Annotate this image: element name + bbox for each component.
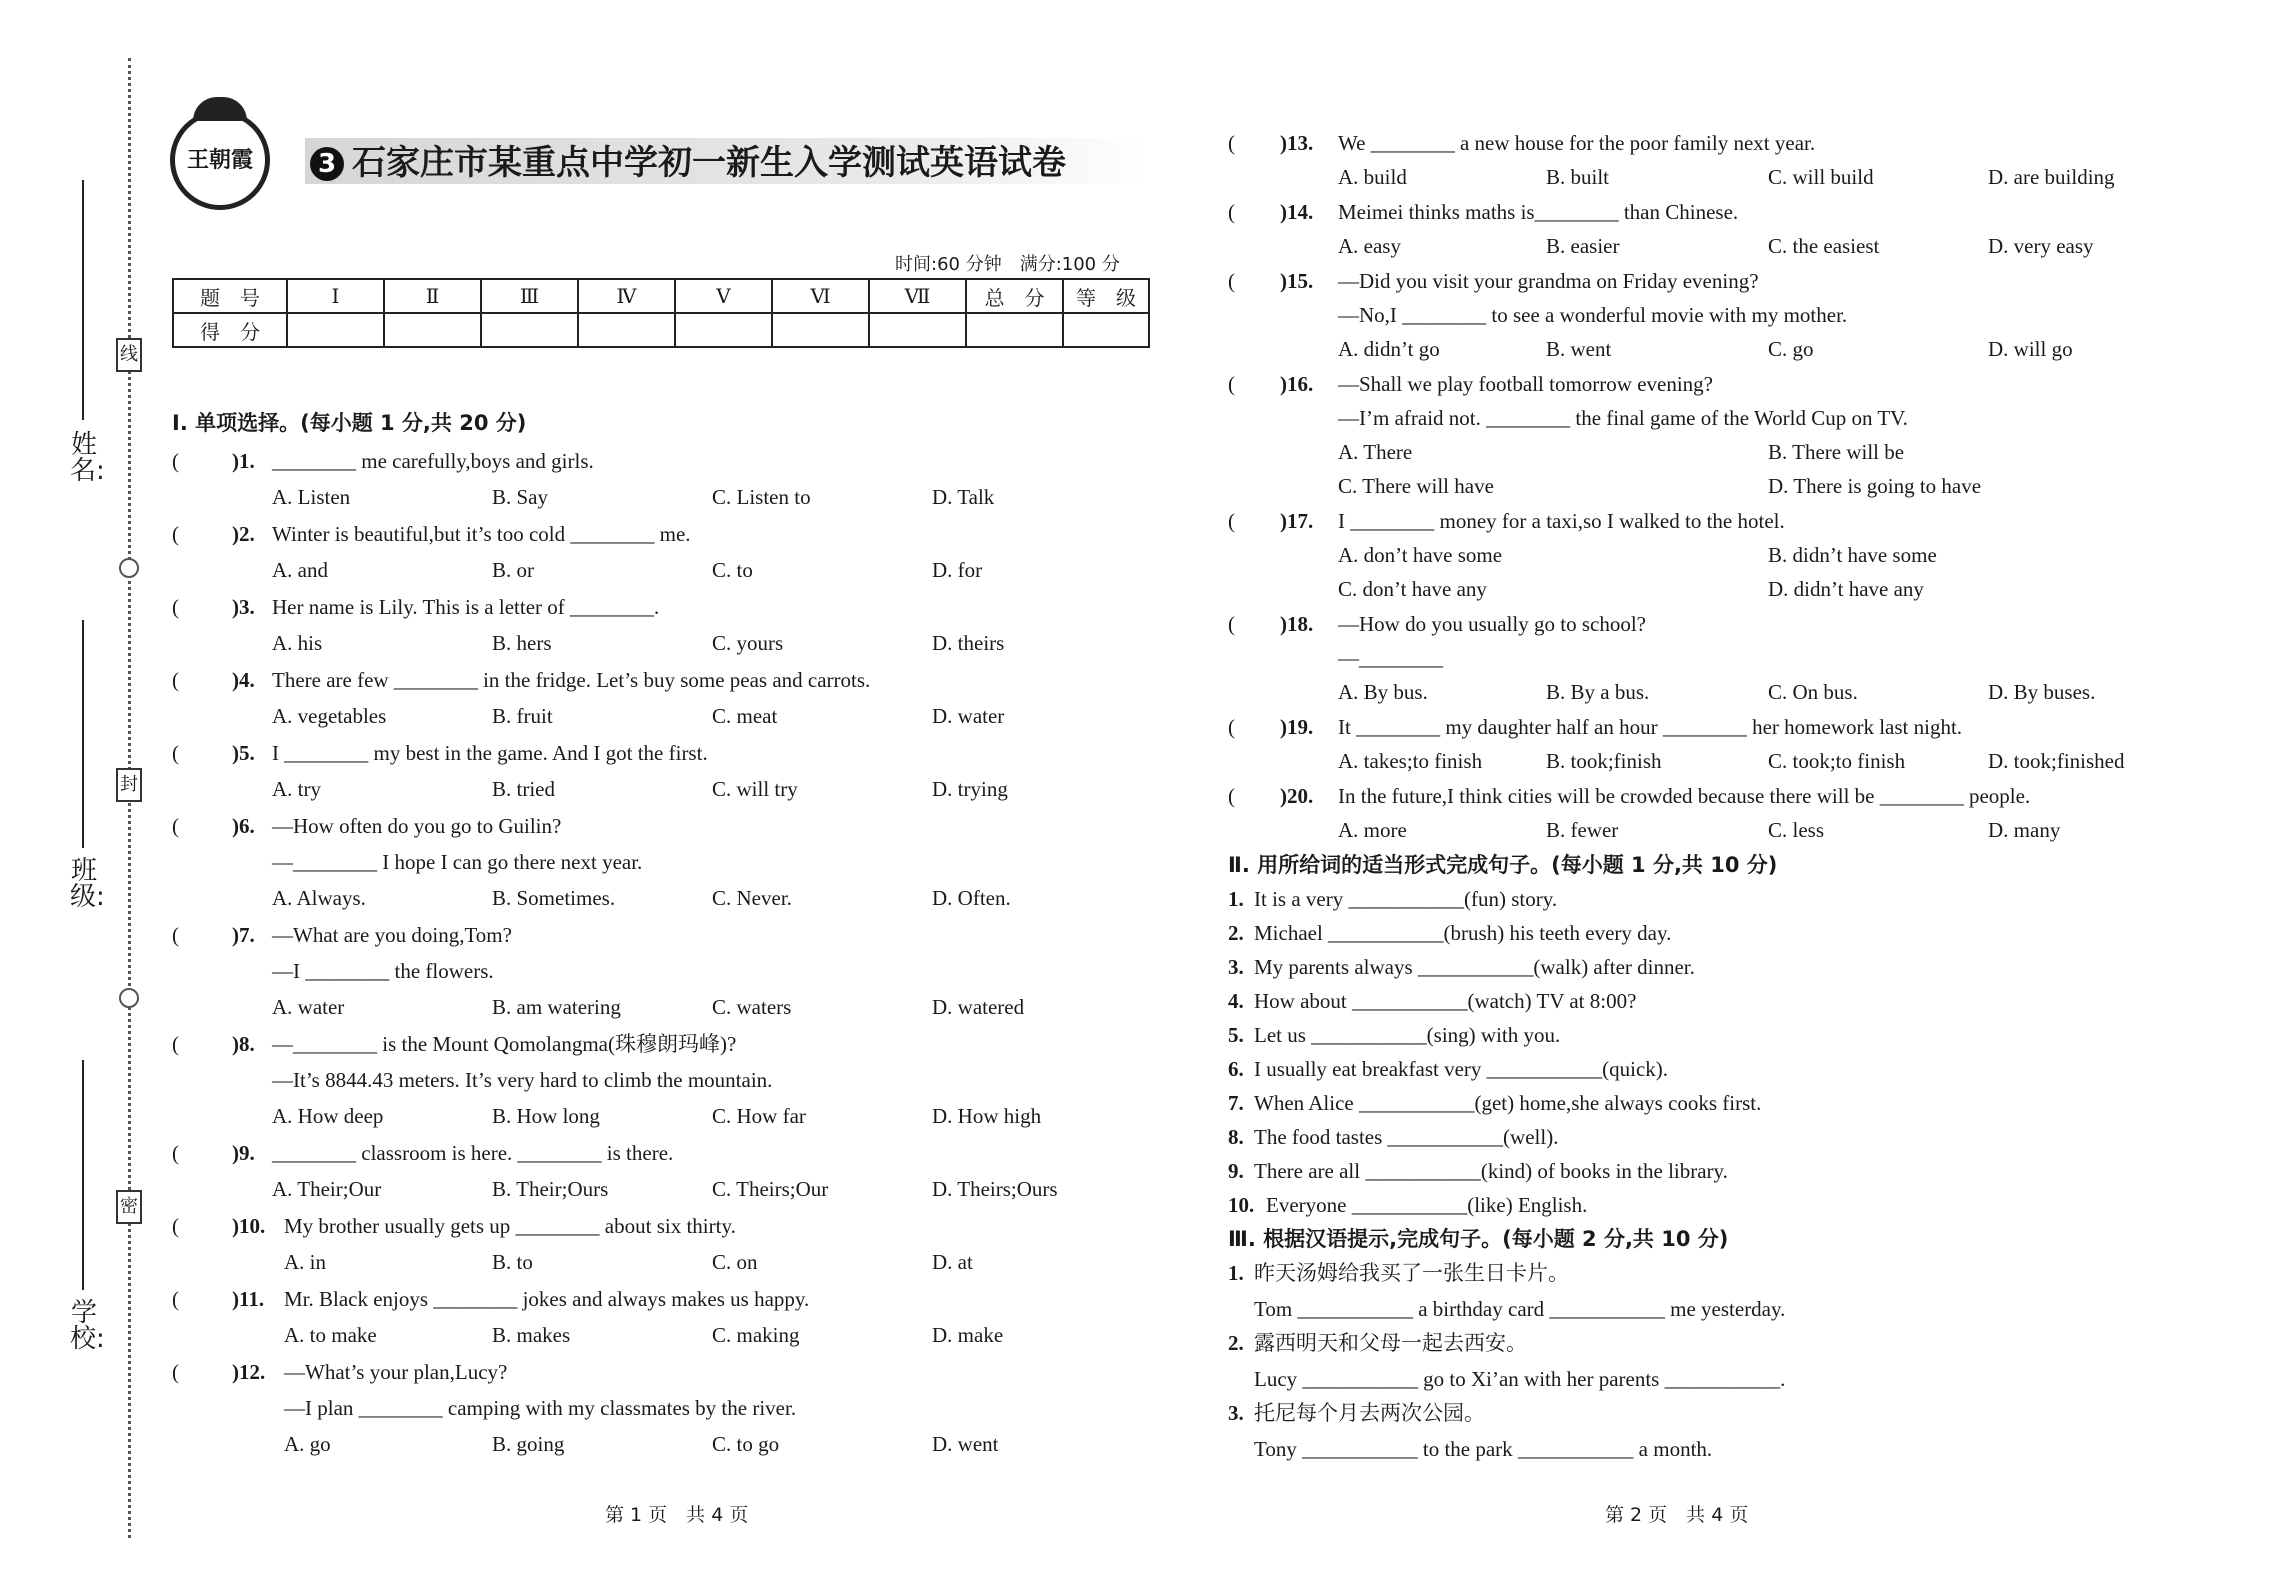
q10-option: C. on [712, 1250, 758, 1274]
score-cell: 等 级 [1063, 279, 1149, 313]
publisher-logo: 王朝霞 [170, 110, 270, 210]
q18-option: A. By bus. [1338, 680, 1428, 704]
q7-stem: —What are you doing,Tom? [272, 923, 512, 947]
q16-option: D. There is going to have [1768, 474, 1982, 498]
school-line [82, 1060, 84, 1290]
q1-option: A. Listen [272, 485, 351, 509]
q9-option: D. Theirs;Ours [932, 1177, 1058, 1201]
q17-option: A. don’t have some [1338, 543, 1503, 567]
q5-number: )5. [232, 741, 255, 765]
q7-option: D. watered [932, 995, 1025, 1019]
q11-option: B. makes [492, 1323, 571, 1347]
s2-item-text: The food tastes ___________(well). [1254, 1125, 1559, 1149]
score-input-cell [578, 313, 675, 347]
score-input-cell [287, 313, 384, 347]
q14-option: C. the easiest [1768, 234, 1880, 258]
q8-option: B. How long [492, 1104, 600, 1128]
q5-option: A. try [272, 777, 321, 801]
q9-option: C. Theirs;Our [712, 1177, 829, 1201]
answer-paren: ( [172, 923, 179, 947]
q7-option: B. am watering [492, 995, 621, 1019]
q6-option: B. Sometimes. [492, 886, 616, 910]
q8-number: )8. [232, 1032, 255, 1056]
q13-option: D. are building [1988, 165, 2115, 189]
s2-item-text: Everyone ___________(like) English. [1266, 1193, 1588, 1217]
q3-stem: Her name is Lily. This is a letter of ________. [272, 595, 660, 619]
binding-hole [119, 988, 139, 1008]
answer-paren: ( [172, 1214, 179, 1238]
answer-paren: ( [172, 449, 179, 473]
answer-paren: ( [172, 814, 179, 838]
score-cell: Ⅴ [675, 279, 772, 313]
q1-option: B. Say [492, 485, 549, 509]
s2-item-number: 9. [1228, 1159, 1244, 1183]
answer-paren: ( [1228, 372, 1235, 396]
q16-stem: —Shall we play football tomorrow evening? [1338, 372, 1713, 396]
q14-option: D. very easy [1988, 234, 2094, 258]
q16-line2: —I’m afraid not. ________ the final game of the World Cup on TV. [1338, 406, 1908, 430]
title-text: 石家庄市某重点中学初一新生入学测试英语试卷 [352, 143, 1066, 183]
s3-item-english: Lucy ___________ go to Xi’an with her parents ___________. [1254, 1367, 1786, 1391]
q3-option: A. his [272, 631, 323, 655]
answer-paren: ( [1228, 509, 1235, 533]
q12-option: A. go [284, 1432, 331, 1456]
q2-option: D. for [932, 558, 983, 582]
q16-option: A. There [1338, 440, 1413, 464]
s2-item-number: 7. [1228, 1091, 1244, 1115]
s3-item-chinese: 昨天汤姆给我买了一张生日卡片。 [1254, 1261, 1569, 1285]
q16-option: B. There will be [1768, 440, 1905, 464]
s2-item-number: 1. [1228, 887, 1244, 911]
cut-mark-feng: 封 [116, 768, 142, 802]
q2-number: )2. [232, 522, 255, 546]
q2-option: A. and [272, 558, 328, 582]
q18-option: C. On bus. [1768, 680, 1858, 704]
q17-option: C. don’t have any [1338, 577, 1487, 601]
q17-stem: I ________ money for a taxi,so I walked to the hotel. [1338, 509, 1785, 533]
answer-paren: ( [172, 522, 179, 546]
q10-number: )10. [232, 1214, 266, 1238]
q19-option: C. took;to finish [1768, 749, 1906, 773]
q11-option: D. make [932, 1323, 1004, 1347]
s2-item-number: 4. [1228, 989, 1244, 1013]
s2-item-text: There are all ___________(kind) of books in the library. [1254, 1159, 1728, 1183]
q4-option: C. meat [712, 704, 778, 728]
class-line [82, 620, 84, 848]
answer-paren: ( [172, 1287, 179, 1311]
answer-paren: ( [172, 668, 179, 692]
q18-stem: —How do you usually go to school? [1338, 612, 1646, 636]
q15-line2: —No,I ________ to see a wonderful movie with my mother. [1338, 303, 1848, 327]
q12-number: )12. [232, 1360, 266, 1384]
score-input-cell [869, 313, 966, 347]
q15-option: D. will go [1988, 337, 2073, 361]
time-info: 时间:60 分钟 满分:100 分 [895, 254, 1120, 275]
q5-option: D. trying [932, 777, 1008, 801]
section-2-heading: Ⅱ. 用所给词的适当形式完成句子。(每小题 1 分,共 10 分) [1228, 853, 1778, 877]
q18-option: B. By a bus. [1546, 680, 1650, 704]
q6-number: )6. [232, 814, 255, 838]
q2-option: B. or [492, 558, 534, 582]
q20-number: )20. [1280, 784, 1314, 808]
q9-option: B. Their;Ours [492, 1177, 609, 1201]
q19-option: B. took;finish [1546, 749, 1662, 773]
s3-item-english: Tony ___________ to the park ___________ a month. [1254, 1437, 1713, 1461]
q18-number: )18. [1280, 612, 1314, 636]
s2-item-text: When Alice ___________(get) home,she always cooks first. [1254, 1091, 1762, 1115]
s2-item-number: 2. [1228, 921, 1244, 945]
q19-stem: It ________ my daughter half an hour ________ her homework last night. [1338, 715, 1963, 739]
s3-item-chinese: 托尼每个月去两次公园。 [1254, 1401, 1485, 1425]
s2-item-text: My parents always ___________(walk) after dinner. [1254, 955, 1695, 979]
q5-option: B. tried [492, 777, 555, 801]
q3-option: B. hers [492, 631, 552, 655]
q9-option: A. Their;Our [272, 1177, 382, 1201]
answer-paren: ( [1228, 269, 1235, 293]
q8-stem: —________ is the Mount Qomolangma(珠穆朗玛峰)? [272, 1032, 737, 1056]
q19-number: )19. [1280, 715, 1314, 739]
q16-option: C. There will have [1338, 474, 1494, 498]
page-footer-left: 第 1 页 共 4 页 [605, 1504, 749, 1526]
paper-number: 3 [310, 147, 344, 181]
q4-stem: There are few ________ in the fridge. Let’s buy some peas and carrots. [272, 668, 871, 692]
score-input-cell [384, 313, 481, 347]
score-cell: 题 号 [173, 279, 287, 313]
section-3-heading: Ⅲ. 根据汉语提示,完成句子。(每小题 2 分,共 10 分) [1228, 1227, 1729, 1251]
s3-item-number: 3. [1228, 1401, 1244, 1425]
q4-option: B. fruit [492, 704, 553, 728]
q10-option: B. to [492, 1250, 533, 1274]
score-cell: Ⅳ [578, 279, 675, 313]
answer-paren: ( [1228, 131, 1235, 155]
s2-item-text: I usually eat breakfast very ___________(quick). [1254, 1057, 1669, 1081]
q4-number: )4. [232, 668, 255, 692]
q7-line2: —I ________ the flowers. [272, 959, 494, 983]
q13-number: )13. [1280, 131, 1314, 155]
q8-option: C. How far [712, 1104, 806, 1128]
q6-option: A. Always. [272, 886, 366, 910]
q18-option: D. By buses. [1988, 680, 2096, 704]
q8-option: A. How deep [272, 1104, 384, 1128]
name-label: 姓 名: [70, 430, 124, 486]
cut-mark-xian: 线 [116, 338, 142, 372]
score-table-header-row [173, 279, 1149, 313]
q6-option: D. Often. [932, 886, 1011, 910]
q13-option: A. build [1338, 165, 1407, 189]
page-footer-right: 第 2 页 共 4 页 [1605, 1504, 1749, 1526]
q1-number: )1. [232, 449, 255, 473]
answer-paren: ( [172, 1360, 179, 1384]
s2-item-number: 3. [1228, 955, 1244, 979]
answer-paren: ( [172, 1032, 179, 1056]
q3-option: D. theirs [932, 631, 1005, 655]
s2-item-number: 8. [1228, 1125, 1244, 1149]
q15-number: )15. [1280, 269, 1314, 293]
q20-option: D. many [1988, 818, 2061, 842]
q11-number: )11. [232, 1287, 265, 1311]
q10-stem: My brother usually gets up ________ about six thirty. [284, 1214, 736, 1238]
s2-item-number: 5. [1228, 1023, 1244, 1047]
q14-option: A. easy [1338, 234, 1401, 258]
answer-paren: ( [1228, 715, 1235, 739]
q9-stem: ________ classroom is here. ________ is there. [272, 1141, 674, 1165]
q11-stem: Mr. Black enjoys ________ jokes and always makes us happy. [284, 1287, 810, 1311]
q1-option: D. Talk [932, 485, 995, 509]
s3-item-number: 2. [1228, 1331, 1244, 1355]
q19-option: A. takes;to finish [1338, 749, 1483, 773]
q17-number: )17. [1280, 509, 1314, 533]
q19-option: D. took;finished [1988, 749, 2125, 773]
q7-number: )7. [232, 923, 255, 947]
q11-option: C. making [712, 1323, 800, 1347]
cut-mark-mi: 密 [116, 1190, 142, 1224]
q14-stem: Meimei thinks maths is________ than Chinese. [1338, 200, 1739, 224]
name-line [82, 180, 84, 420]
q20-option: C. less [1768, 818, 1825, 842]
score-cell: Ⅰ [287, 279, 384, 313]
q20-stem: In the future,I think cities will be crowded because there will be ________ people. [1338, 784, 2031, 808]
class-label: 班 级: [70, 856, 124, 912]
q16-number: )16. [1280, 372, 1314, 396]
s3-item-chinese: 露西明天和父母一起去西安。 [1254, 1331, 1527, 1355]
answer-paren: ( [1228, 612, 1235, 636]
s2-item-number: 6. [1228, 1057, 1244, 1081]
q13-stem: We ________ a new house for the poor family next year. [1338, 131, 1816, 155]
q13-option: C. will build [1768, 165, 1874, 189]
q5-option: C. will try [712, 777, 798, 801]
answer-paren: ( [172, 595, 179, 619]
q2-stem: Winter is beautiful,but it’s too cold ________ me. [272, 522, 691, 546]
binding-hole [119, 558, 139, 578]
q12-option: C. to go [712, 1432, 780, 1456]
q17-option: B. didn’t have some [1768, 543, 1937, 567]
answer-paren: ( [172, 741, 179, 765]
score-cell: Ⅵ [772, 279, 869, 313]
score-cell: 总 分 [966, 279, 1063, 313]
score-cell: Ⅶ [869, 279, 966, 313]
q5-stem: I ________ my best in the game. And I got the first. [272, 741, 708, 765]
q7-option: A. water [272, 995, 345, 1019]
q13-option: B. built [1546, 165, 1610, 189]
q6-stem: —How often do you go to Guilin? [272, 814, 562, 838]
school-label: 学 校: [70, 1298, 124, 1354]
q12-stem: —What’s your plan,Lucy? [284, 1360, 508, 1384]
q1-stem: ________ me carefully,boys and girls. [272, 449, 594, 473]
q20-option: B. fewer [1546, 818, 1619, 842]
score-row-label: 得 分 [173, 313, 287, 347]
q8-option: D. How high [932, 1104, 1042, 1128]
q20-option: A. more [1338, 818, 1407, 842]
q11-option: A. to make [284, 1323, 377, 1347]
q17-option: D. didn’t have any [1768, 577, 1924, 601]
q4-option: D. water [932, 704, 1005, 728]
section-1-heading: Ⅰ. 单项选择。(每小题 1 分,共 20 分) [172, 411, 527, 435]
s2-item-text: It is a very ___________(fun) story. [1254, 887, 1558, 911]
s2-item-text: How about ___________(watch) TV at 8:00? [1254, 989, 1637, 1013]
score-cell: Ⅲ [481, 279, 578, 313]
q14-number: )14. [1280, 200, 1314, 224]
q1-option: C. Listen to [712, 485, 811, 509]
q14-option: B. easier [1546, 234, 1620, 258]
score-input-cell [1063, 313, 1149, 347]
q2-option: C. to [712, 558, 753, 582]
q15-option: C. go [1768, 337, 1814, 361]
score-input-cell [966, 313, 1063, 347]
q12-option: D. went [932, 1432, 999, 1456]
q10-option: D. at [932, 1250, 973, 1274]
q15-option: A. didn’t go [1338, 337, 1440, 361]
q12-option: B. going [492, 1432, 565, 1456]
answer-paren: ( [1228, 200, 1235, 224]
q15-stem: —Did you visit your grandma on Friday evening? [1338, 269, 1759, 293]
s2-item-number: 10. [1228, 1193, 1255, 1217]
q9-number: )9. [232, 1141, 255, 1165]
score-input-cell [481, 313, 578, 347]
q6-line2: —________ I hope I can go there next year. [272, 850, 643, 874]
score-table [172, 278, 1150, 348]
score-cell: Ⅱ [384, 279, 481, 313]
q8-line2: —It’s 8844.43 meters. It’s very hard to climb the mountain. [272, 1068, 773, 1092]
q7-option: C. waters [712, 995, 792, 1019]
q3-option: C. yours [712, 631, 784, 655]
score-input-cell [675, 313, 772, 347]
q6-option: C. Never. [712, 886, 792, 910]
q15-option: B. went [1546, 337, 1612, 361]
s2-item-text: Let us ___________(sing) with you. [1254, 1023, 1561, 1047]
score-table-score-row [173, 313, 1149, 347]
q12-line2: —I plan ________ camping with my classmates by the river. [284, 1396, 797, 1420]
q3-number: )3. [232, 595, 255, 619]
s3-item-number: 1. [1228, 1261, 1244, 1285]
q18-line2: —________ [1338, 646, 1443, 670]
score-input-cell [772, 313, 869, 347]
q4-option: A. vegetables [272, 704, 387, 728]
page-title [310, 135, 1066, 184]
q10-option: A. in [284, 1250, 326, 1274]
s3-item-english: Tom ___________ a birthday card ___________ me yesterday. [1254, 1297, 1786, 1321]
answer-paren: ( [1228, 784, 1235, 808]
s2-item-text: Michael ___________(brush) his teeth every day. [1254, 921, 1672, 945]
answer-paren: ( [172, 1141, 179, 1165]
